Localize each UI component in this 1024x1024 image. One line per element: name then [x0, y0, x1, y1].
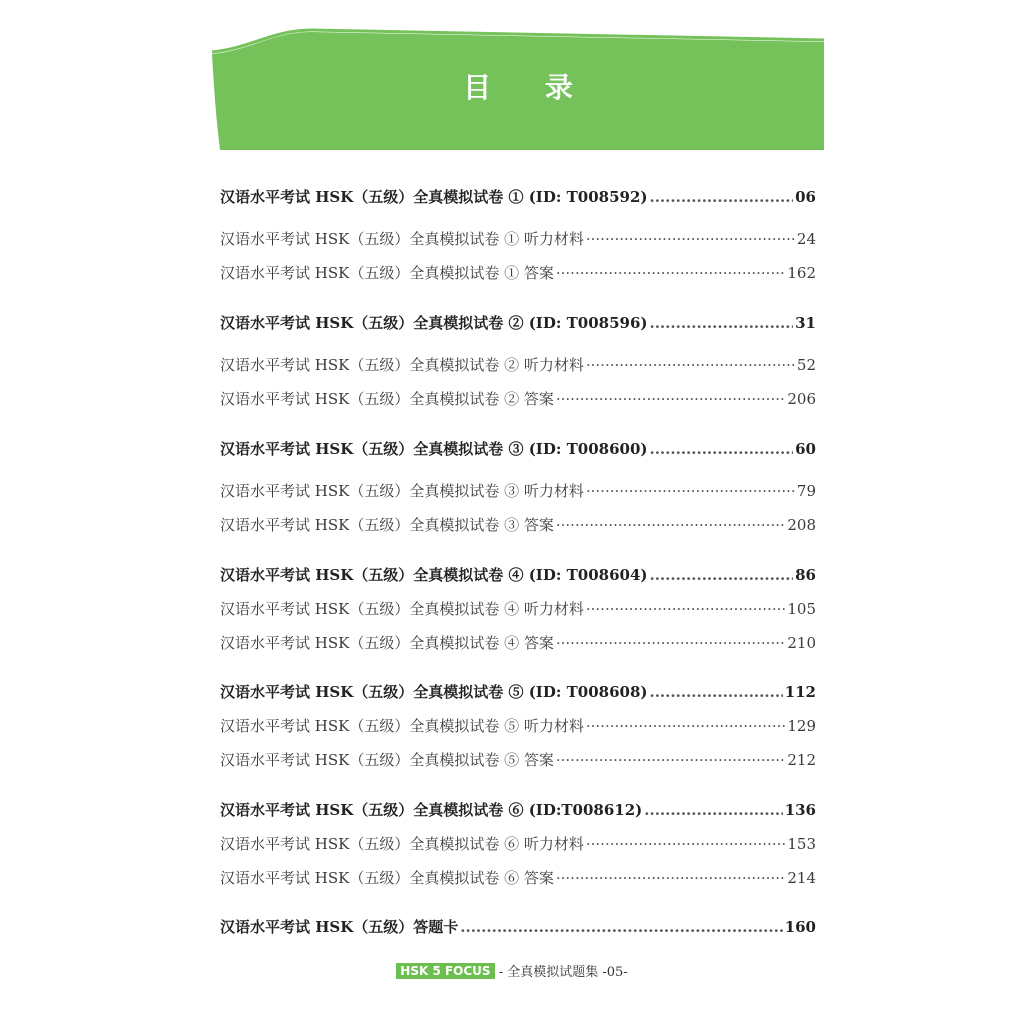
- toc-entry-label: 汉语水平考试 HSK（五级）全真模拟试卷 ① (ID: T008592): [220, 188, 648, 206]
- toc-entry-label: 汉语水平考试 HSK（五级）全真模拟试卷 ⑤ 听力材料: [220, 717, 584, 735]
- toc-entry-label: 汉语水平考试 HSK（五级）全真模拟试卷 ③ (ID: T008600): [220, 440, 648, 458]
- toc-entry-label: 汉语水平考试 HSK（五级）全真模拟试卷 ④ (ID: T008604): [220, 566, 648, 584]
- toc-entry-label: 汉语水平考试 HSK（五级）答题卡: [220, 918, 459, 936]
- toc-entry-label: 汉语水平考试 HSK（五级）全真模拟试卷 ② 答案: [220, 390, 554, 408]
- toc-dot-leader: [586, 356, 795, 374]
- toc-entry-label: 汉语水平考试 HSK（五级）全真模拟试卷 ① 听力材料: [220, 230, 584, 248]
- toc-dot-leader: [586, 600, 785, 618]
- toc-dot-leader: [556, 516, 785, 534]
- toc-page-number: 60: [795, 440, 816, 458]
- toc-entry-label: 汉语水平考试 HSK（五级）全真模拟试卷 ② (ID: T008596): [220, 314, 648, 332]
- toc-entry-label: 汉语水平考试 HSK（五级）全真模拟试卷 ⑤ (ID: T008608): [220, 683, 648, 701]
- toc-subitem-row: [220, 632, 816, 658]
- toc-section-row: [220, 799, 816, 825]
- toc-subitem-row: [220, 749, 816, 775]
- toc-entry-label: 汉语水平考试 HSK（五级）全真模拟试卷 ② 听力材料: [220, 356, 584, 374]
- toc-entry-label: 汉语水平考试 HSK（五级）全真模拟试卷 ⑥ 听力材料: [220, 835, 584, 853]
- toc-subitem-row: [220, 480, 816, 506]
- toc-page-number: 31: [795, 314, 816, 332]
- toc-dot-leader: [556, 634, 785, 652]
- toc-subitem-row: [220, 388, 816, 414]
- toc-dot-leader: [460, 918, 782, 936]
- header-banner: [212, 28, 824, 150]
- toc-dot-leader: [556, 390, 785, 408]
- toc-page-number: 162: [787, 264, 816, 282]
- toc-entry-label: 汉语水平考试 HSK（五级）全真模拟试卷 ④ 听力材料: [220, 600, 584, 618]
- toc-page-number: 24: [796, 230, 816, 248]
- toc-page-number: 210: [787, 634, 816, 652]
- toc-page-number: 86: [795, 566, 816, 584]
- toc-dot-leader: [586, 230, 795, 248]
- toc-page-number: 212: [787, 751, 816, 769]
- toc-dot-leader: [586, 717, 785, 735]
- toc-section-row: [220, 916, 816, 942]
- toc-section-row: [220, 681, 816, 707]
- toc-section-row: [220, 186, 816, 212]
- toc-section-row: [220, 438, 816, 464]
- toc-page-number: 206: [787, 390, 816, 408]
- toc-page-number: 52: [796, 356, 816, 374]
- toc-section-row: [220, 564, 816, 590]
- toc-page-number: 105: [787, 600, 816, 618]
- toc-subitem-row: [220, 598, 816, 624]
- toc-entry-label: 汉语水平考试 HSK（五级）全真模拟试卷 ④ 答案: [220, 634, 554, 652]
- toc-entry-label: 汉语水平考试 HSK（五级）全真模拟试卷 ① 答案: [220, 264, 554, 282]
- toc-page-number: 208: [787, 516, 816, 534]
- toc-subitem-row: [220, 262, 816, 288]
- page-footer: [0, 961, 1024, 980]
- footer-text: - 全真模拟试题集 -05-: [498, 965, 628, 980]
- toc-entry-label: 汉语水平考试 HSK（五级）全真模拟试卷 ⑥ 答案: [220, 869, 554, 887]
- toc-entry-label: 汉语水平考试 HSK（五级）全真模拟试卷 ⑥ (ID:T008612): [220, 801, 643, 819]
- footer-brand: HSK 5 FOCUS: [396, 963, 494, 979]
- toc-dot-leader: [649, 566, 793, 584]
- toc-page-number: 129: [787, 717, 816, 735]
- toc-subitem-row: [220, 354, 816, 380]
- toc-dot-leader: [649, 314, 793, 332]
- toc-subitem-row: [220, 867, 816, 893]
- toc-dot-leader: [649, 683, 782, 701]
- toc-dot-leader: [649, 440, 793, 458]
- toc-page-number: 136: [784, 801, 816, 819]
- toc-subitem-row: [220, 715, 816, 741]
- page-title: 目 录: [463, 71, 595, 104]
- toc-page-number: 160: [784, 918, 816, 936]
- toc-dot-leader: [556, 751, 785, 769]
- toc-subitem-row: [220, 228, 816, 254]
- toc-dot-leader: [586, 835, 785, 853]
- toc-subitem-row: [220, 514, 816, 540]
- toc-dot-leader: [556, 264, 785, 282]
- toc-dot-leader: [649, 188, 793, 206]
- toc-page-number: 153: [787, 835, 816, 853]
- toc-page-number: 214: [787, 869, 816, 887]
- toc-section-row: [220, 312, 816, 338]
- toc-entry-label: 汉语水平考试 HSK（五级）全真模拟试卷 ③ 听力材料: [220, 482, 584, 500]
- toc-dot-leader: [644, 801, 782, 819]
- toc-dot-leader: [556, 869, 785, 887]
- toc-page-number: 79: [796, 482, 816, 500]
- toc-entry-label: 汉语水平考试 HSK（五级）全真模拟试卷 ③ 答案: [220, 516, 554, 534]
- toc-subitem-row: [220, 833, 816, 859]
- toc-dot-leader: [586, 482, 795, 500]
- toc-page-number: 112: [784, 683, 816, 701]
- toc-page-number: 06: [795, 188, 816, 206]
- toc-entry-label: 汉语水平考试 HSK（五级）全真模拟试卷 ⑤ 答案: [220, 751, 554, 769]
